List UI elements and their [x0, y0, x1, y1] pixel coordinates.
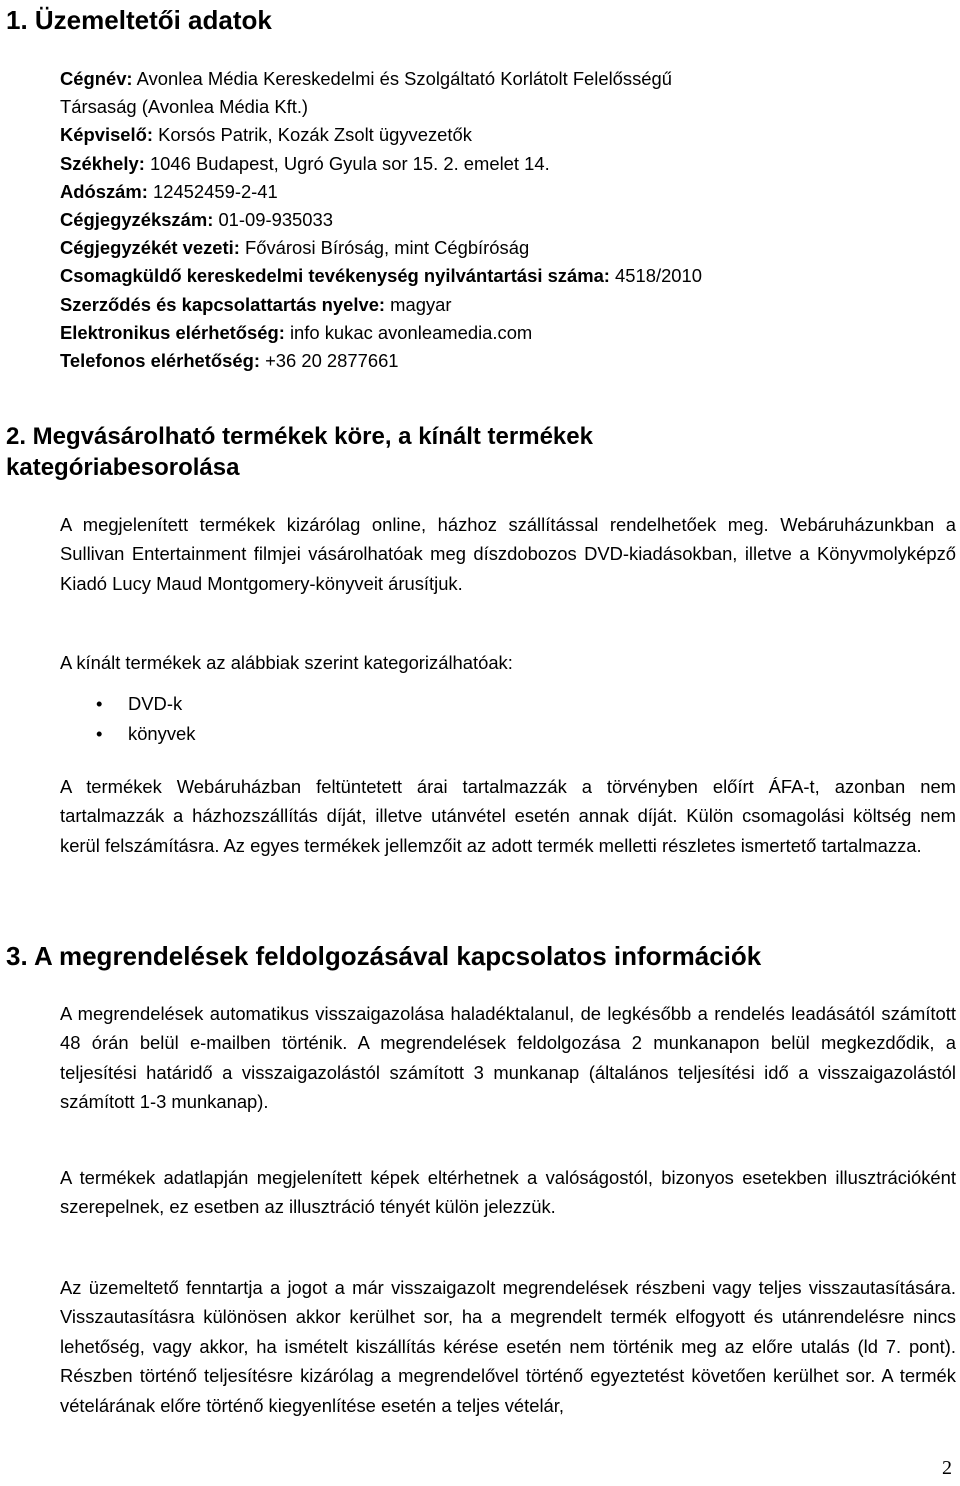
operator-label: Elektronikus elérhetőség:: [60, 321, 285, 343]
paragraph: A kínált termékek az alábbiak szerint kategorizálhatóak:: [60, 652, 513, 673]
operator-value: Társaság (Avonlea Média Kft.): [60, 96, 309, 118]
operator-value: Korsós Patrik, Kozák Zsolt ügyvezetők: [153, 124, 472, 146]
operator-line: [60, 319, 956, 347]
section-2-prices: [60, 772, 956, 860]
operator-line: [60, 234, 956, 262]
operator-line: [60, 178, 956, 206]
list-item-label: könyvek: [128, 723, 196, 744]
paragraph: A termékek Webáruházban feltüntetett árai tartalmazzák a törvényben előírt ÁFA-t, azonban nem tartalmazzák a házhozszállítás díját, illetve utánvétel esetén annak díját. Külön csomagolási költség nem kerül felszámításra. Az egyes termékek jellemzőit az adott termék melletti részletes ismertető tartalmazza.: [60, 776, 956, 856]
operator-label: Telefonos elérhetőség:: [60, 350, 260, 372]
operator-value: Avonlea Média Kereskedelmi és Szolgáltató Korlátolt Felelősségű: [132, 68, 672, 89]
operator-label: Székhely:: [60, 152, 145, 174]
operator-line: [60, 291, 956, 319]
bullet-icon: •: [96, 723, 103, 744]
operator-value: Fővárosi Bíróság, mint Cégbíróság: [239, 237, 530, 259]
section-3-images: [60, 1163, 956, 1222]
operator-value: info kukac avonleamedia.com: [284, 321, 533, 343]
list-item: [96, 719, 195, 749]
section-2-categories-intro: [60, 648, 956, 677]
operator-line: [60, 150, 956, 178]
paragraph: Az üzemeltető fenntartja a jogot a már visszaigazolt megrendelések részbeni vagy teljes visszautasítására. Visszautasításra különösen akkor kerülhet sor, ha a megrendelt termék elfogyott és utánrendelésre nincs lehetőség, vagy akkor, ha ismételt kiszállítás kérése esetén nem történik meg az előre utalás (ld 7. pont). Részben történő teljesítésre kizárólag a megrendelővel történő egyeztetést követően kerülhet sor. A termék vételárának előre történő kiegyenlítése esetén a teljes vételár,: [60, 1277, 956, 1416]
section-2-intro: [60, 510, 956, 598]
operator-label: Csomagküldő kereskedelmi tevékenység nyilvántartási száma:: [60, 265, 610, 287]
paragraph: A megjelenített termékek kizárólag online, házhoz szállítással rendelhetőek meg. Webáruházunkban a Sullivan Entertainment filmjei vásárolhatóak meg díszdobozos DVD-kiadásokban, illetve a Könyvmolyképző Kiadó Lucy Maud Montgomery-könyveit árusítjuk.: [60, 514, 956, 594]
operator-label: Szerződés és kapcsolattartás nyelve:: [60, 293, 386, 315]
operator-line: [60, 121, 956, 149]
list-item: [96, 689, 195, 719]
operator-line: [60, 65, 956, 93]
operator-value: 12452459-2-41: [147, 180, 278, 202]
section-2-heading-line-1: 2. Megvásárolható termékek köre, a kínált termékek: [6, 423, 593, 450]
paragraph: A megrendelések automatikus visszaigazolása haladéktalanul, de legkésőbb a rendelés leadásától számított 48 órán belül e-mailben történik. A megrendelések feldolgozása 2 munkanapon belül megkezdődik, a teljesítési határidő a visszaigazolástól számított 3 munkanap (általános teljesítési idő a visszaigazolástól számított 1-3 munkanap).: [60, 1003, 956, 1113]
operator-line: [60, 262, 956, 290]
paragraph: A termékek adatlapján megjelenített képek eltérhetnek a valóságostól, bizonyos esetekben illusztrációként szerepelnek, ez esetben az illusztráció tényét külön jelezzük.: [60, 1167, 956, 1218]
bullet-icon: •: [96, 693, 103, 714]
section-1-heading: 1. Üzemeltetői adatok: [6, 5, 272, 35]
section-3-processing: [60, 999, 956, 1117]
operator-label: Cégjegyzékét vezeti:: [60, 237, 240, 259]
operator-value: 1046 Budapest, Ugró Gyula sor 15. 2. emelet 14.: [144, 152, 550, 174]
section-2-heading: [6, 421, 593, 483]
operator-value: +36 20 2877661: [259, 350, 399, 372]
operator-value: magyar: [385, 293, 452, 315]
list-item-label: DVD-k: [128, 693, 183, 714]
section-3-rejection: [60, 1273, 956, 1420]
operator-label: Cégjegyzékszám:: [60, 209, 214, 231]
operator-label: Cégnév:: [60, 68, 133, 89]
operator-label: Képviselő:: [60, 124, 154, 146]
category-list: [96, 689, 195, 749]
operator-details: [60, 65, 956, 375]
operator-line: [60, 347, 956, 375]
section-2-heading-line-2: kategóriabesorolása: [6, 454, 240, 481]
operator-line: [60, 93, 956, 121]
operator-value: 01-09-935033: [213, 209, 333, 231]
page-number: 2: [942, 1457, 952, 1479]
operator-label: Adószám:: [60, 180, 148, 202]
section-3-heading: 3. A megrendelések feldolgozásával kapcsolatos információk: [6, 941, 762, 971]
operator-value: 4518/2010: [609, 265, 702, 287]
operator-line: [60, 206, 956, 234]
